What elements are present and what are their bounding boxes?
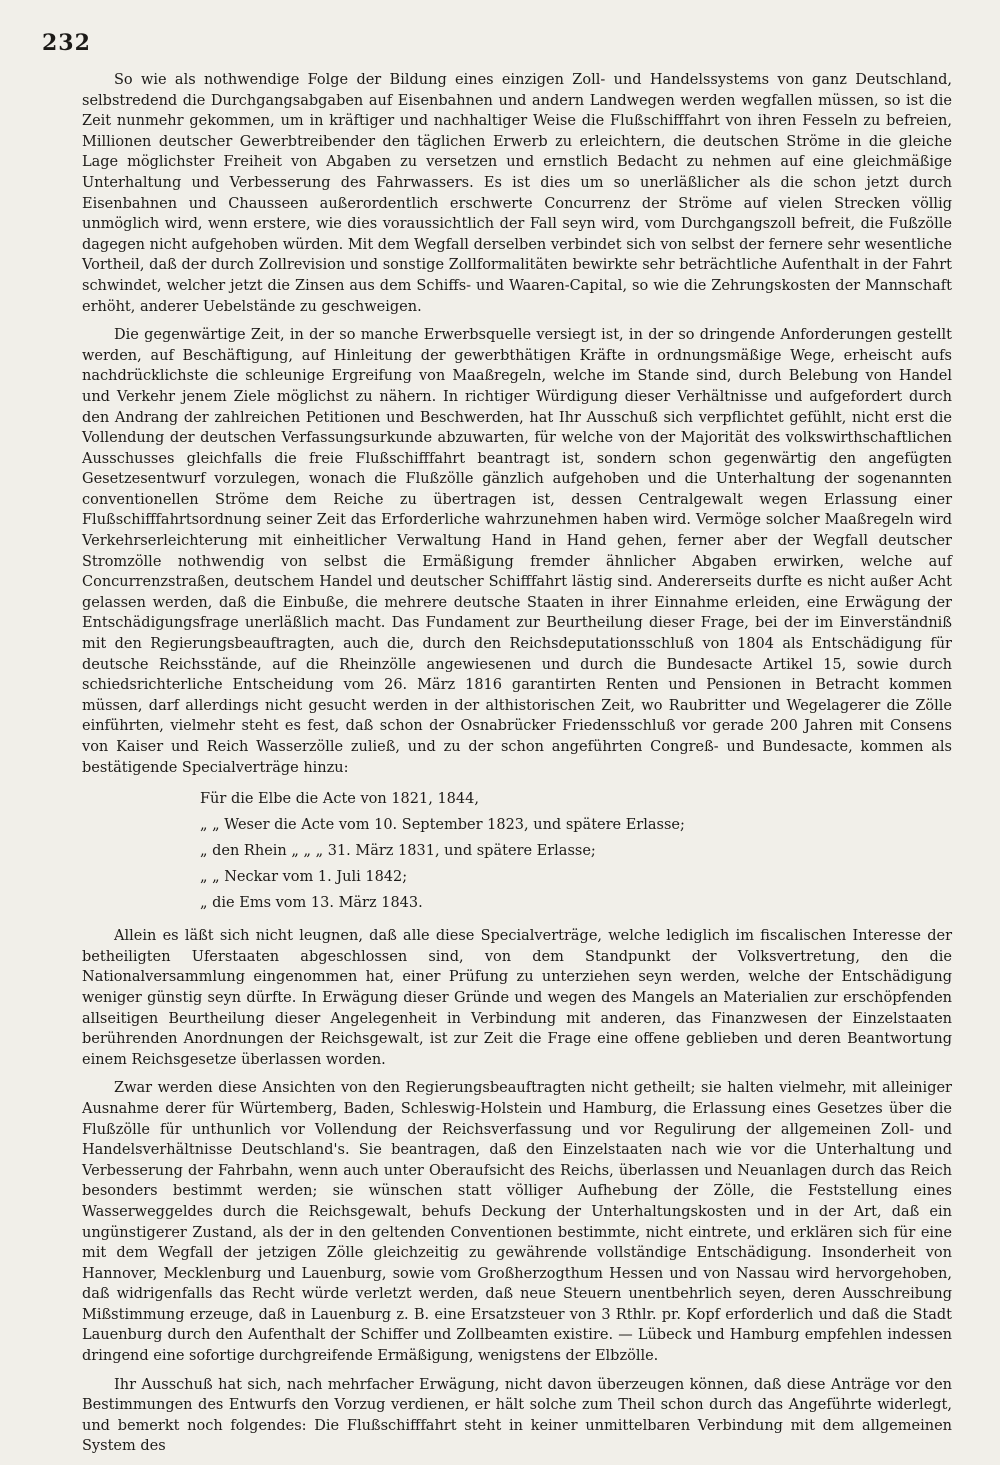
paragraph: Die gegenwärtige Zeit, in der so manche Erwerbsquelle versiegt ist, in der so dringende Anforderungen gestellt werden, auf Beschäftigung, auf Hinleitung der gewerbthätigen Kräfte in ordnungsmäßige Wege, erheischt aufs nachdrücklichste die schleunige Ergreifung von Maaßregeln, welche im Stande sind, durch Belebung von Handel und Verkehr jenem Ziele möglichst zu nähern. In richtiger Würdigung dieser Verhältnisse und aufgefordert durch den Andrang der zahlreichen Petitionen und Beschwerden, hat Ihr Ausschuß sich verpflichtet gefühlt, nicht erst die Vollendung der deutschen Verfassungsurkunde abzuwarten, für welche von der Majorität des volkswirthschaftlichen Ausschusses gleichfalls die freie Flußschifffahrt beantragt ist, sondern schon gegenwärtig den angefügten Gesetzesentwurf vorzulegen, wonach die Flußzölle gänzlich aufgehoben und die Unterhaltung der sogenannten conventionellen Ströme dem Reiche zu übertragen ist, dessen Centralgewalt wegen Erlassung einer Flußschifffahrtsordnung seiner Zeit das Erforderliche wahrzunehmen haben wird. Vermöge solcher Maaßregeln wird Verkehrserleichterung mit einheitlicher Verwaltung Hand in Hand gehen, ferner aber der Wegfall deutscher Stromzölle nothwendig von selbst die Ermäßigung fremder ähnlicher Abgaben erwirken, welche auf Concurrenzstraßen, deutschem Handel und deutscher Schifffahrt lästig sind. Andererseits durfte es nicht außer Acht gelassen werden, daß die Einbuße, die mehrere deutsche Staaten in ihrer Einnahme erleiden, eine Erwägung der Entschädigungsfrage unerläßlich macht. Das Fundament zur Beurtheilung dieser Frage, bei der im Einverständniß mit den Regierungsbeauftragten, auch die, durch den Reichsdeputationsschluß von 1804 als Entschädigung für deutsche Reichsstände, auf die Rheinzölle angewiesenen und durch die Bundesacte Artikel 15, sowie durch schiedsrichterliche Entscheidung vom 26. März 1816 garantirten Renten und Pensionen in Betracht kommen müssen, darf allerdings nicht gesucht werden in der althistorischen Zeit, wo Raubritter und Wegelagerer die Zölle einführten, vielmehr steht es fest, daß schon der Osnabrücker Friedensschluß vor gerade 200 Jahren mit Consens von Kaiser und Reich Wasserzölle zuließ, und zu der schon angeführten Congreß- und Bundesacte, kommen als bestätigende Specialverträge hinzu: [82, 327, 952, 776]
treaty-item: „ „ Neckar vom 1. Juli 1842; [200, 869, 408, 886]
page-number: 232 [42, 30, 91, 56]
treaty-list [82, 786, 952, 916]
body-text [82, 70, 952, 1465]
paragraph: Zwar werden diese Ansichten von den Regierungsbeauftragten nicht getheilt; sie halten vielmehr, mit alleiniger Ausnahme derer für Würtemberg, Baden, Schleswig-Holstein und Hamburg, die Erlassung eines Gesetzes über die Flußzölle für unthunlich vor Vollendung der Reichsverfassung und vor Regulirung der allgemeinen Zoll- und Handelsverhältnisse Deutschland's. Sie beantragen, daß den Einzelstaaten nach wie vor die Unterhaltung und Verbesserung der Fahrbahn, wenn auch unter Oberaufsicht des Reichs, überlassen und Neuanlagen durch das Reich besonders bestimmt werden; sie wünschen statt völliger Aufhebung der Zölle, die Feststellung eines Wasserweggeldes durch die Reichsgewalt, behufs Deckung der Unterhaltungskosten und in der Art, daß ein ungünstigerer Zustand, als der in den geltenden Conventionen bestimmte, nicht eintrete, und erklären sich für eine mit dem Wegfall der jetzigen Zölle gleichzeitig zu gewährende vollständige Entschädigung. Insonderheit von Hannover, Mecklenburg und Lauenburg, sowie vom Großherzogthum Hessen und von Nassau wird hervorgehoben, daß widrigenfalls das Recht würde verletzt werden, daß neue Steuern unentbehrlich seyen, deren Ausschreibung Mißstimmung erzeuge, daß in Lauenburg z. B. eine Ersatzsteuer von 3 Rthlr. pr. Kopf erforderlich und daß die Stadt Lauenburg durch den Aufenthalt der Schiffer und Zollbeamten existire. — Lübeck und Hamburg empfehlen indessen dringend eine sofortige durchgreifende Ermäßigung, wenigstens der Elbzölle. [82, 1080, 952, 1365]
paragraph: So wie als nothwendige Folge der Bildung eines einzigen Zoll- und Handelssystems von ganz Deutschland, selbstredend die Durchgangsabgaben auf Eisenbahnen und andern Landwegen werden wegfallen müssen, so ist die Zeit nunmehr gekommen, um in kräftiger und nachhaltiger Weise die Flußschifffahrt von ihren Fesseln zu befreien, Millionen deutscher Gewerbtreibender den täglichen Erwerb zu erleichtern, die deutschen Ströme in die gleiche Lage möglichster Freiheit von Abgaben zu versetzen und ernstlich Bedacht zu nehmen auf eine gleichmäßige Unterhaltung und Verbesserung des Fahrwassers. Es ist dies um so unerläßlicher als die schon jetzt durch Eisenbahnen und Chausseen außerordentlich erschwerte Concurrenz der Ströme auf vielen Strecken völlig unmöglich wird, wenn erstere, wie dies voraussichtlich der Fall seyn wird, vom Durchgangszoll befreit, die Fußzölle dagegen nicht aufgehoben würden. Mit dem Wegfall derselben verbindet sich von selbst der fernere sehr wesentliche Vortheil, daß der durch Zollrevision und sonstige Zollformalitäten bewirkte sehr beträchtliche Aufenthalt in der Fahrt schwindet, welcher jetzt die Zinsen aus dem Schiffs- und Waaren-Capital, so wie die Zehrungskosten der Mannschaft erhöht, anderer Uebelstände zu geschweigen. [82, 72, 952, 315]
treaty-item: „ den Rhein „ „ „ 31. März 1831, und spätere Erlasse; [200, 843, 596, 860]
treaty-item: „ „ Weser die Acte vom 10. September 1823, und spätere Erlasse; [200, 817, 685, 834]
paragraph: Allein es läßt sich nicht leugnen, daß alle diese Specialverträge, welche lediglich im fiscalischen Interesse der betheiligten Uferstaaten abgeschlossen sind, von dem Standpunkt der Volksvertretung, den die Nationalversammlung eingenommen hat, einer Prüfung zu unterziehen seyn werden, welche der Entschädigung weniger günstig seyn dürfte. In Erwägung dieser Gründe und wegen des Mangels an Materialien zur erschöpfenden allseitigen Beurtheilung dieser Angelegenheit in Verbindung mit anderen, das Finanzwesen der Einzelstaaten berührenden Anordnungen der Reichsgewalt, ist zur Zeit die Frage eine offene geblieben und deren Beantwortung einem Reichsgesetze überlassen worden. [82, 928, 952, 1068]
treaty-item: Für die Elbe die Acte von 1821, 1844, [200, 791, 479, 808]
treaty-item: „ die Ems vom 13. März 1843. [200, 895, 423, 912]
paragraph: Ihr Ausschuß hat sich, nach mehrfacher Erwägung, nicht davon überzeugen können, daß diese Anträge vor den Bestimmungen des Entwurfs den Vorzug verdienen, er hält solche zum Theil schon durch das Angeführte widerlegt, und bemerkt noch folgendes: Die Flußschifffahrt steht in keiner unmittelbaren Verbindung mit dem allgemeinen System des [82, 1376, 952, 1455]
